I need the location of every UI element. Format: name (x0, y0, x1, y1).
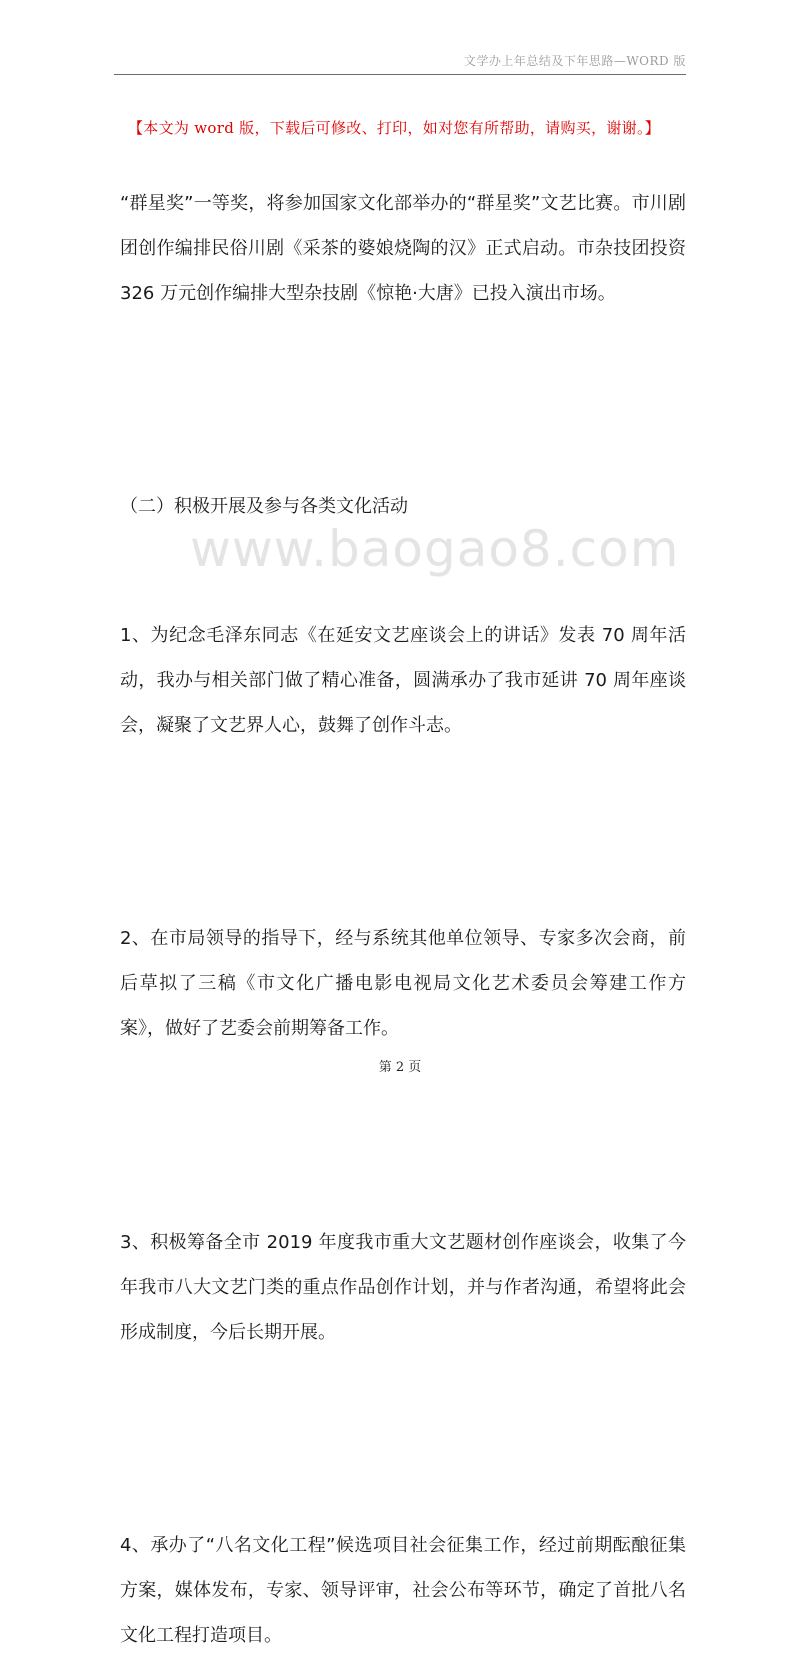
page-header-title: 文学办上年总结及下年思路—WORD 版 (463, 54, 686, 68)
list-item-2: 2、在市局领导的指导下，经与系统其他单位领导、专家多次会商，前后草拟了三稿《市文化广播电影电视局文化艺术委员会筹建工作方案》，做好了艺委会前期筹备工作。 (120, 928, 686, 1039)
list-item-3: 3、积极筹备全市 2019 年度我市重大文艺题材创作座谈会，收集了今年我市八大文艺门类的重点作品创作计划，并与作者沟通，希望将此会形成制度，今后长期开展。 (120, 1232, 686, 1343)
section-heading: （二）积极开展及参与各类文化活动 (120, 496, 408, 517)
page-number: 第 2 页 (378, 1060, 422, 1075)
list-item-4: 4、承办了“八名文化工程”候选项目社会征集工作，经过前期酝酿征集方案，媒体发布，专家、领导评审，社会公布等环节，确定了首批八名文化工程打造项目。 (120, 1535, 686, 1646)
paragraph-intro: “群星奖”一等奖，将参加国家文化部举办的“群星奖”文艺比赛。市川剧团创作编排民俗川剧《采茶的婆娘烧陶的汉》正式启动。市杂技团投资 326 万元创作编排大型杂技剧《惊艳·大唐》已投入演出市场。 (120, 193, 686, 304)
watermark-text: www.baogao8.com (190, 520, 680, 578)
purchase-notice: 【本文为 word 版，下载后可修改、打印，如对您有所帮助，请购买，谢谢。】 (128, 119, 661, 137)
list-item-1: 1、为纪念毛泽东同志《在延安文艺座谈会上的讲话》发表 70 周年活动，我办与相关部门做了精心准备，圆满承办了我市延讲 70 周年座谈会，凝聚了文艺界人心，鼓舞了创作斗志。 (120, 625, 686, 736)
header-divider (114, 74, 686, 75)
